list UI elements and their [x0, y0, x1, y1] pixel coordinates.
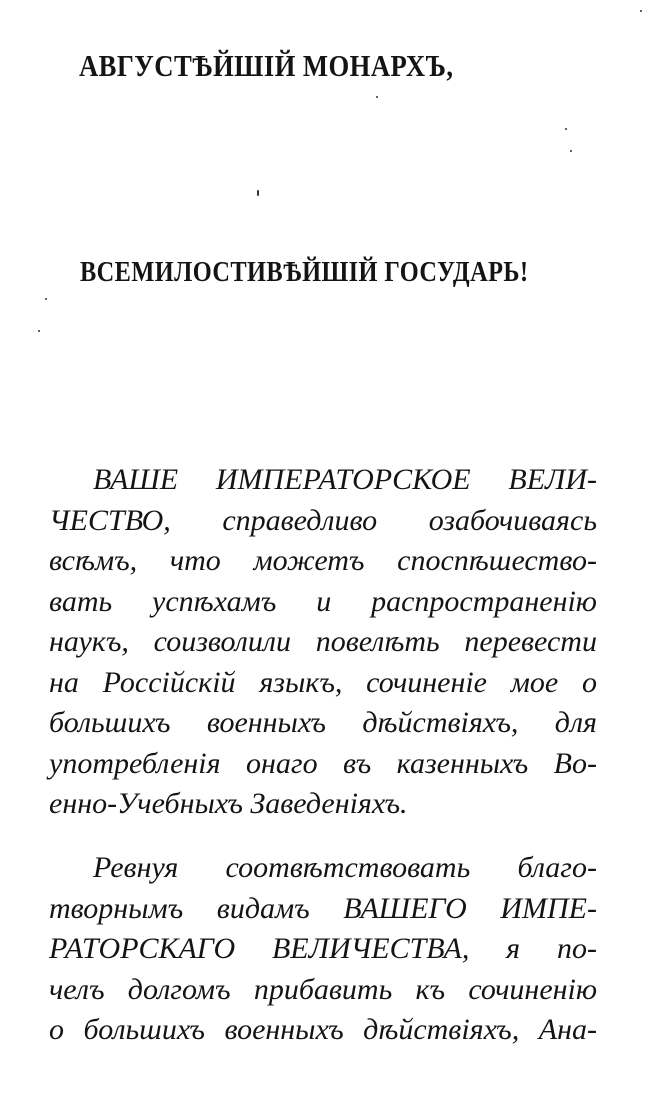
word: о	[582, 665, 597, 699]
word: онаго	[246, 746, 318, 780]
scan-speck	[257, 190, 259, 196]
text-line	[49, 703, 597, 744]
word: ИМПЕ-	[500, 891, 597, 925]
word: къ	[415, 972, 446, 1006]
word: Россійскій	[102, 665, 236, 699]
dedication-paragraph-2	[49, 848, 597, 1051]
word: ВАШЕ	[93, 463, 179, 496]
text-line	[49, 501, 597, 542]
word: ВЕЛИЧЕСТВА,	[271, 932, 470, 965]
word: долгомъ	[127, 972, 231, 1006]
word: большихъ	[83, 1013, 205, 1046]
word: военныхъ	[206, 706, 326, 739]
word: въ	[343, 746, 372, 780]
word: ВАШЕГО	[343, 891, 467, 925]
word: наукъ,	[49, 625, 129, 658]
text-line	[49, 889, 597, 930]
word: что	[169, 544, 221, 577]
word: ВЕЛИ-	[508, 463, 597, 496]
word: можетъ	[253, 544, 365, 577]
scan-speck	[45, 298, 47, 300]
dedication-paragraph-1	[49, 460, 597, 825]
text-line	[49, 744, 597, 785]
word: я	[506, 932, 521, 965]
word: ИМПЕРАТОРСКОЕ	[215, 463, 471, 496]
text-line	[49, 582, 597, 623]
word: Во-	[553, 746, 597, 780]
text-line	[49, 622, 597, 663]
text-line	[49, 1010, 597, 1051]
salutation-heading: АВГУСТѢЙШІЙ МОНАРХЪ,	[79, 48, 454, 83]
word: сочиненію	[468, 972, 597, 1006]
text-line	[49, 848, 597, 889]
word: для	[554, 706, 597, 739]
word: благо-	[517, 851, 597, 884]
word: прибавить	[253, 972, 393, 1006]
word: употребленія	[49, 746, 221, 780]
scan-speck	[38, 330, 40, 332]
word: сочиненіе	[366, 665, 487, 699]
word: казенныхъ	[396, 746, 529, 780]
text-line	[49, 663, 597, 704]
text-line	[49, 929, 597, 970]
scan-speck	[640, 10, 642, 12]
word: дѣйствіяхъ,	[363, 1013, 520, 1046]
word: челъ	[49, 972, 105, 1006]
word: енно-Учебныхъ Заведеніяхъ.	[49, 787, 408, 820]
word: большихъ	[49, 706, 171, 739]
scan-speck	[376, 96, 378, 98]
word: РАТОРСКАГО	[49, 932, 236, 965]
word: дѣйствіяхъ,	[362, 706, 519, 739]
word: справедливо	[222, 503, 378, 537]
word: перевести	[464, 625, 597, 658]
text-line	[49, 460, 597, 501]
word: соотвѣтствовать	[225, 851, 471, 884]
word: Ревнуя	[93, 851, 179, 884]
word: ЧЕСТВО,	[49, 503, 171, 537]
word: военныхъ	[224, 1013, 344, 1046]
word: Ана-	[538, 1013, 597, 1046]
word: и	[316, 584, 332, 618]
word: успѣхамъ	[152, 584, 277, 618]
word: на	[49, 665, 79, 699]
word: распространенію	[371, 584, 597, 618]
word: языкъ,	[259, 665, 343, 699]
word: видамъ	[216, 891, 310, 925]
word: всѣмъ,	[49, 544, 138, 577]
text-line	[49, 784, 597, 825]
word: вать	[49, 584, 113, 618]
word: по-	[556, 932, 597, 965]
word: споспѣшество-	[397, 544, 597, 577]
word: соизволили	[153, 625, 291, 658]
text-line	[49, 970, 597, 1011]
scan-speck	[565, 128, 567, 130]
word: повелѣть	[315, 625, 440, 658]
text-line	[49, 541, 597, 582]
address-heading: ВСЕМИЛОСТИВѢЙШІЙ ГОСУДАРЬ!	[80, 256, 529, 288]
word: творнымъ	[49, 891, 184, 925]
scan-speck	[570, 150, 572, 152]
word: мое	[510, 665, 559, 699]
word: озабочиваясь	[428, 503, 597, 537]
word: о	[49, 1013, 64, 1046]
